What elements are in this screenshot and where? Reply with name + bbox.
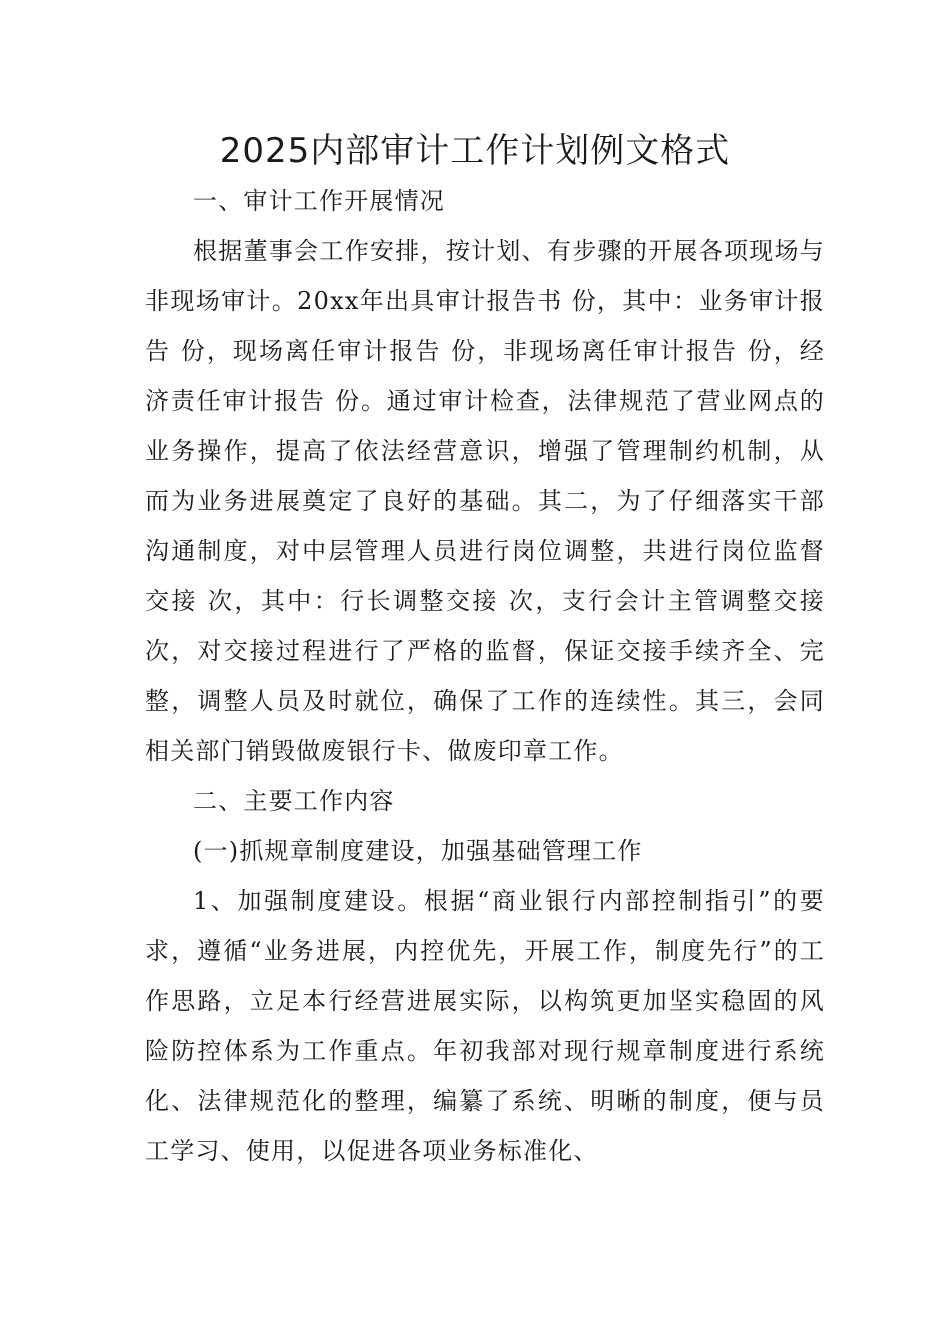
section-heading-1: 一、审计工作开展情况: [193, 187, 445, 215]
section-heading-2: 二、主要工作内容: [193, 787, 395, 815]
paragraph-system-building: 1、加强制度建设。根据“商业银行内部控制指引”的要求，遵循“业务进展，内控优先，开展工作，制度先行”的工作思路，立足本行经营进展实际，以构筑更加坚实稳固的风险防控体系为工作重点。年初我部对现行规章制度进行系统化、法律规范化的整理，编纂了系统、明晰的制度，便与员工学习、使用，以促进各项业务标准化、: [145, 887, 825, 1165]
subsection-heading-1: (一)抓规章制度建设，加强基础管理工作: [193, 837, 643, 865]
document-title: 2025内部审计工作计划例文格式: [219, 131, 731, 171]
paragraph-audit-overview: 根据董事会工作安排，按计划、有步骤的开展各项现场与非现场审计。20xx年出具审计报告书 份，其中：业务审计报告 份，现场离任审计报告 份，非现场离任审计报告 份，经济责任审计报告 份。通过审计检查，法律规范了营业网点的业务操作，提高了依法经营意识，增强了管理制约机制，从而为业务进展奠定了良好的基础。其二，为了仔细落实干部沟通制度，对中层管理人员进行岗位调整，共进行岗位监督交接 次，其中：行长调整交接 次，支行会计主管调整交接 次，对交接过程进行了严格的监督，保证交接手续齐全、完整，调整人员及时就位，确保了工作的连续性。其三，会同相关部门销毁做废银行卡、做废印章工作。: [145, 237, 825, 765]
document-body: [145, 176, 825, 1176]
